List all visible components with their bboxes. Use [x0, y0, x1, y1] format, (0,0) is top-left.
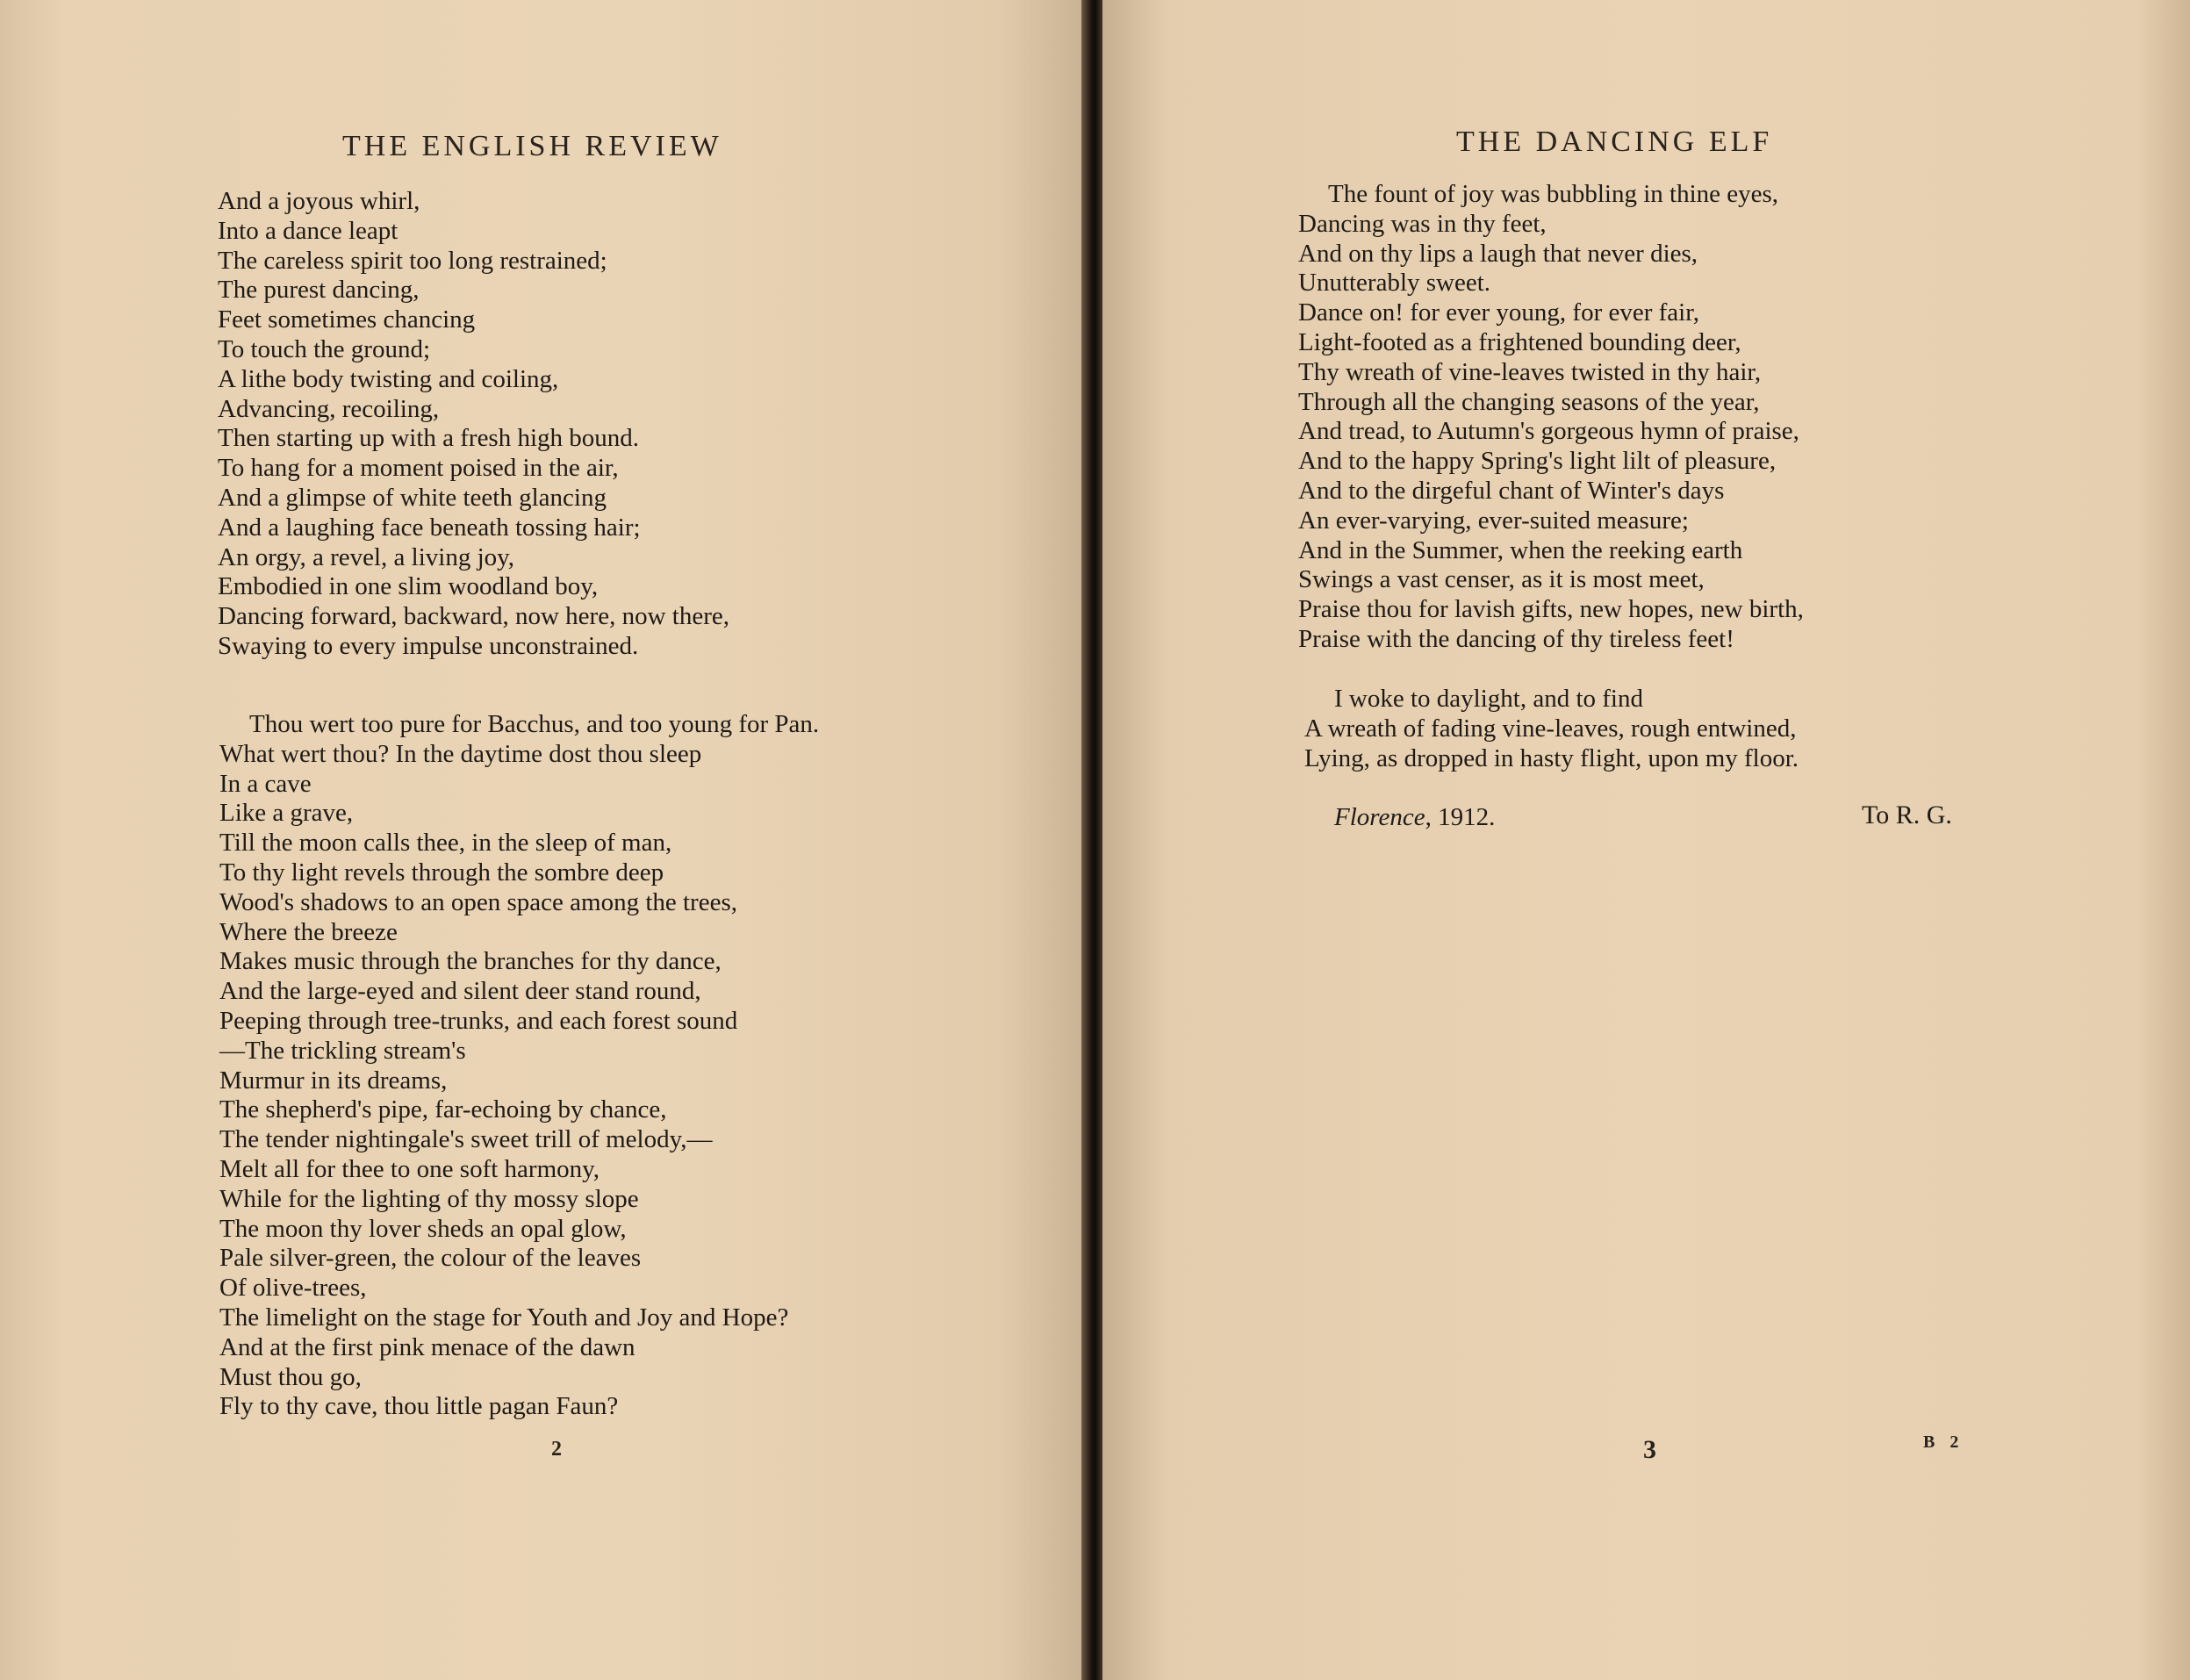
poem-line: And the large-eyed and silent deer stand round, [219, 977, 701, 1006]
poem-line: What wert thou? In the daytime dost thou sleep [219, 739, 702, 768]
left-page-number: 2 [551, 1438, 562, 1461]
poem-line: The limelight on the stage for Youth and Joy and Hope? [219, 1303, 789, 1332]
poem-line: Swaying to every impulse unconstrained. [218, 631, 639, 660]
poem-line: And a glimpse of white teeth glancing [218, 483, 607, 512]
poem-line: Swings a vast censer, as it is most meet, [1298, 565, 1705, 594]
poem-line: Dance on! for ever young, for ever fair, [1298, 298, 1699, 327]
right-stanza-1 [1298, 180, 1804, 655]
poem-line: The tender nightingale's sweet trill of melody,— [219, 1125, 713, 1154]
poem-line: The moon thy lover sheds an opal glow, [219, 1214, 627, 1243]
poem-line: Praise with the dancing of thy tireless feet! [1298, 624, 1734, 653]
printer-signature-mark: B 2 [1923, 1432, 1964, 1452]
poem-line: Embodied in one slim woodland boy, [218, 572, 599, 601]
poem-line: The purest dancing, [218, 276, 420, 305]
place-date-line [1334, 803, 1495, 832]
right-page [1102, 0, 2190, 1680]
poem-line: And tread, to Autumn's gorgeous hymn of praise, [1298, 417, 1799, 446]
poem-line: Feet sometimes chancing [218, 305, 476, 334]
poem-line: Dancing forward, backward, now here, now there, [218, 602, 729, 631]
poem-line: A lithe body twisting and coiling, [218, 364, 559, 393]
poem-line: Till the moon calls thee, in the sleep of man, [219, 829, 672, 858]
poem-line: I woke to daylight, and to find [1334, 685, 1643, 713]
poem-line: An ever-varying, ever-suited measure; [1298, 506, 1689, 535]
poem-line: And on thy lips a laugh that never dies, [1298, 239, 1698, 268]
dedication: To R. G. [1862, 801, 1952, 829]
left-page [0, 0, 1085, 1680]
poem-line: To thy light revels through the sombre deep [219, 858, 664, 887]
poem-line: Peeping through tree-trunks, and each forest sound [219, 1006, 738, 1035]
poem-line: Dancing was in thy feet, [1298, 209, 1547, 238]
right-stanza-2 [1304, 685, 1799, 773]
poem-line: Murmur in its dreams, [219, 1066, 448, 1095]
poem-line: And to the dirgeful chant of Winter's days [1298, 476, 1725, 505]
poem-line: And to the happy Spring's light lilt of pleasure, [1298, 447, 1777, 476]
poem-line: The careless spirit too long restrained; [218, 246, 607, 275]
poem-line: Praise thou for lavish gifts, new hopes, new birth, [1298, 595, 1804, 624]
poem-line: Where the breeze [219, 917, 398, 946]
poem-line: Like a grave, [219, 799, 354, 828]
left-running-head: THE ENGLISH REVIEW [342, 130, 722, 162]
place-name: Florence [1334, 803, 1425, 831]
poem-line: And a joyous whirl, [218, 187, 420, 215]
poem-line: To hang for a moment poised in the air, [218, 454, 619, 483]
poem-line: The fount of joy was bubbling in thine eyes, [1328, 180, 1779, 208]
poem-line: And a laughing face beneath tossing hair; [218, 513, 641, 542]
poem-line: Thou wert too pure for Bacchus, and too young for Pan. [249, 710, 820, 738]
poem-line: In a cave [219, 769, 312, 798]
poem-line: Light-footed as a frightened bounding deer, [1298, 327, 1741, 356]
poem-line: —The trickling stream's [219, 1036, 466, 1065]
poem-line: Then starting up with a fresh high bound. [218, 424, 640, 453]
poem-line: Thy wreath of vine-leaves twisted in thy hair, [1298, 357, 1762, 386]
poem-line: Through all the changing seasons of the year, [1298, 387, 1760, 416]
poem-line: Wood's shadows to an open space among the trees, [219, 887, 737, 916]
poem-line: Lying, as dropped in hasty flight, upon my floor. [1304, 743, 1799, 772]
poem-line: Advancing, recoiling, [218, 394, 440, 423]
poem-line: Pale silver-green, the colour of the leaves [219, 1244, 642, 1273]
right-running-head: THE DANCING ELF [1456, 126, 1773, 158]
poem-line: To touch the ground; [218, 334, 431, 363]
poem-line: While for the lighting of thy mossy slope [219, 1184, 639, 1213]
poem-line: Makes music through the branches for thy dance, [219, 947, 722, 976]
poem-line: An orgy, a revel, a living joy, [218, 542, 514, 571]
poem-line: The shepherd's pipe, far-echoing by chance, [219, 1095, 667, 1124]
poem-line: A wreath of fading vine-leaves, rough entwined, [1304, 714, 1797, 743]
poem-line: And in the Summer, when the reeking earth [1298, 535, 1743, 564]
poem-line: Into a dance leapt [218, 216, 399, 245]
poem-line: Unutterably sweet. [1298, 269, 1491, 298]
poem-line: Fly to thy cave, thou little pagan Faun? [219, 1392, 619, 1421]
right-page-number: 3 [1643, 1435, 1656, 1464]
poem-line: Of olive-trees, [219, 1274, 367, 1303]
poem-line: Must thou go, [219, 1362, 362, 1391]
left-stanza-1 [218, 187, 729, 662]
date: , 1912. [1425, 803, 1496, 831]
poem-line: Melt all for thee to one soft harmony, [219, 1154, 600, 1183]
left-stanza-2 [219, 710, 819, 1422]
poem-line: And at the first pink menace of the dawn [219, 1332, 635, 1361]
